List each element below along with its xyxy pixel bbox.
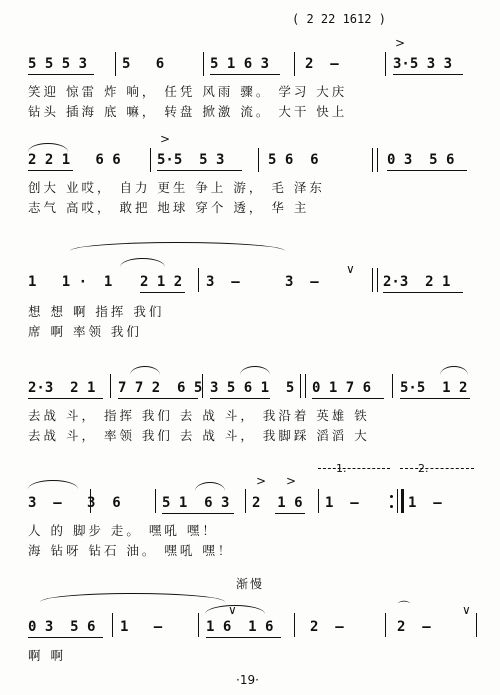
beam	[400, 398, 470, 399]
beam	[28, 637, 103, 638]
measure: 3 —	[285, 274, 319, 290]
lyric-line-1: 笑迎 惊雷 炸 响， 任凭 风雨 骤。 学习 大庆	[28, 84, 348, 99]
barline	[245, 489, 246, 513]
barline	[90, 489, 91, 513]
barline	[294, 613, 295, 637]
measure: 2 1 6	[252, 495, 303, 511]
measure: 2 2 1 6 6	[28, 152, 121, 168]
volta-2-label: 2.	[418, 462, 429, 475]
volta-1-label: 1.	[336, 462, 347, 475]
measure: 0 1 7 6	[312, 380, 372, 396]
barline	[115, 52, 116, 76]
long-slur	[70, 242, 285, 251]
lyric-line-2: 志气 高哎， 敢把 地球 穿个 透， 华 主	[28, 200, 310, 215]
accent-mark: >	[256, 474, 267, 488]
slur	[120, 258, 165, 267]
barline	[372, 268, 373, 292]
barline	[300, 374, 301, 398]
beam	[383, 292, 463, 293]
barline	[110, 374, 111, 398]
grace-note-ornament: ( 2 22 1612 )	[292, 12, 386, 26]
barline	[155, 489, 156, 513]
measure: 1 1 · 1	[28, 274, 113, 290]
slur	[195, 482, 225, 491]
barline	[150, 148, 151, 172]
lyric-line-2: 席 啊 率领 我们	[28, 324, 142, 339]
repeat-dot	[390, 505, 393, 508]
lyric-line-1: 想 想 啊 指挥 我们	[28, 304, 165, 319]
measure: 1 6 1 6	[206, 619, 274, 635]
lyric-line-2: 钻头 插海 底 嘛， 转盘 掀激 流。 大干 快上	[28, 104, 348, 119]
beam	[206, 637, 281, 638]
slur	[240, 366, 270, 375]
tempo-marking: 渐慢	[236, 577, 265, 591]
breath-mark: ∨	[228, 603, 237, 617]
lyric-line-1: 去战 斗， 指挥 我们 去 战 斗， 我沿着 英雄 铁	[28, 408, 370, 423]
measure: 1 —	[408, 495, 442, 511]
measure: 3 5 6 1 5	[210, 380, 295, 396]
accent-mark: >	[395, 36, 406, 50]
barline	[318, 489, 319, 513]
measure: 2·3 2 1	[383, 274, 451, 290]
barline	[385, 52, 386, 76]
slur	[440, 366, 468, 375]
measure: 5 1 6 3	[162, 495, 230, 511]
measure: 1 —	[325, 495, 359, 511]
measure: 3 — 3 6	[28, 495, 121, 511]
volta-2-bracket	[400, 468, 474, 469]
measure: 2 —	[397, 619, 431, 635]
lyric-line-2: 海 钻呀 钻石 油。 嘿吼 嘿！	[28, 543, 234, 558]
barline	[294, 52, 295, 76]
long-slur	[40, 593, 225, 602]
measure: 5·5 5 3	[157, 152, 225, 168]
beam	[210, 398, 270, 399]
breath-mark: ∨	[346, 262, 355, 276]
lyric-line-1: 创大 业哎， 自力 更生 争上 游， 毛 泽东	[28, 180, 325, 195]
fermata-icon: ⌒	[398, 600, 411, 614]
measure: 5 1 6 3	[210, 56, 270, 72]
barline	[112, 613, 113, 637]
measure: 5·5 1 2	[400, 380, 468, 396]
barline	[202, 374, 203, 398]
barline	[377, 148, 378, 172]
measure: 5 6	[122, 56, 165, 72]
repeat-dot	[390, 495, 393, 498]
accent-mark: >	[286, 474, 297, 488]
repeat-barline	[397, 489, 398, 513]
lyric-line-2: 去战 斗， 率领 我们 去 战 斗， 我脚踩 滔滔 大	[28, 428, 370, 443]
lyric-line-1: 人 的 脚步 走。 嘿吼 嘿！	[28, 523, 218, 538]
beam	[387, 170, 467, 171]
measure: 0 3 5 6	[387, 152, 455, 168]
beam	[162, 513, 234, 514]
barline	[377, 268, 378, 292]
beam	[140, 292, 185, 293]
measure: 7 7 2 6 5	[118, 380, 203, 396]
accent-mark: >	[160, 132, 171, 146]
breath-mark: ∨	[462, 603, 471, 617]
barline	[203, 52, 204, 76]
beam	[28, 74, 94, 75]
page-number: ·19·	[236, 673, 259, 687]
beam	[210, 74, 280, 75]
beam	[312, 398, 384, 399]
barline	[385, 613, 386, 637]
beam	[275, 513, 305, 514]
barline	[258, 148, 259, 172]
barline	[372, 148, 373, 172]
barline	[305, 374, 306, 398]
final-barline	[476, 613, 477, 637]
slur	[130, 366, 160, 375]
lyric-line-1: 啊 啊	[28, 648, 66, 663]
beam	[28, 398, 103, 399]
measure: 3·5 3 3	[393, 56, 453, 72]
barline	[392, 374, 393, 398]
measure: 5 5 5 3	[28, 56, 88, 72]
measure: 0 3 5 6	[28, 619, 96, 635]
measure: 1 —	[120, 619, 163, 635]
system-5-notes	[0, 491, 500, 517]
tie	[28, 480, 78, 489]
measure: 2·3 2 1	[28, 380, 96, 396]
beam	[118, 398, 198, 399]
barline	[198, 613, 199, 637]
measure: 2 —	[305, 56, 339, 72]
measure: 3 —	[206, 274, 240, 290]
measure: 2 1 2	[140, 274, 183, 290]
repeat-barline-thick	[401, 489, 404, 513]
barline	[198, 268, 199, 292]
beam	[28, 170, 73, 171]
beam	[157, 170, 242, 171]
measure: 2 —	[310, 619, 344, 635]
beam	[393, 74, 463, 75]
volta-1-bracket	[318, 468, 390, 469]
measure: 5 6 6	[268, 152, 319, 168]
slur	[28, 143, 68, 152]
